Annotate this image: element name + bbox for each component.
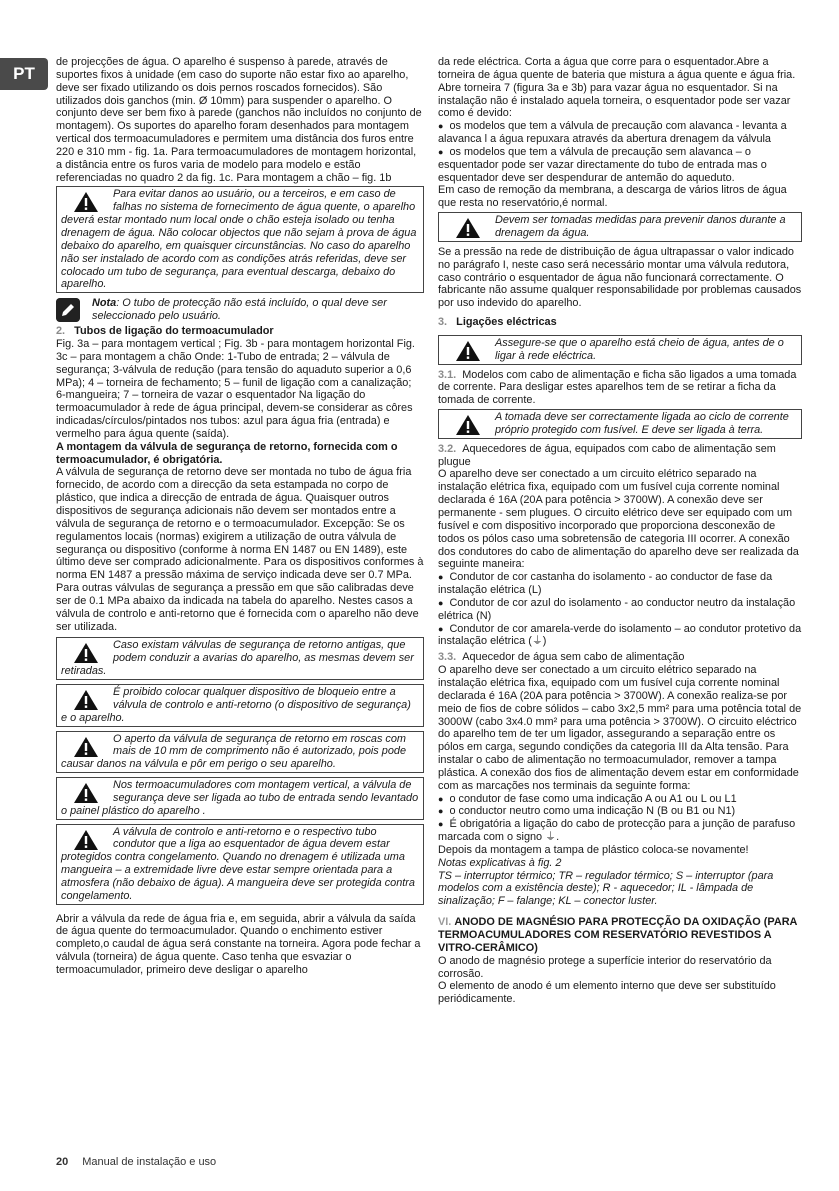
paragraph: 3.3. Aquecedor de água sem cabo de alimentação xyxy=(438,651,685,664)
bullet-item: ● o condutor de fase como uma indicação A ou A1 ou L ou L1 xyxy=(438,793,802,806)
bullet-item: ● Condutor de cor amarela-verde do isolamento – ao condutor protetivo da instalação elétrica (⏚) xyxy=(438,623,802,649)
paragraph: 3.2. Aquecedores de água, equipados com cabo de alimentação sem plugue xyxy=(438,442,776,468)
paragraph: Depois da montagem a tampa de plástico coloca-se novamente! xyxy=(438,843,749,856)
paragraph: Se a pressão na rede de distribuição de água ultrapassar o valor indicado no parágrafo I, neste caso será necessário montar uma válvula redutora, caso contrário o esquentador de água não funcionará correctamente. O fabricante não assume qualquer responsabilidade por problemas causados por uso indevido do aparelho. xyxy=(438,245,802,310)
page-number: 20 xyxy=(56,1156,69,1168)
warning-box xyxy=(56,777,424,820)
ground-icon: ⏚ xyxy=(545,831,557,844)
bullet-item: ● os modelos que tem a válvula de precaução com alavanca - levanta a alavanca l a água repuxara através da abertura drenagem da válvula xyxy=(438,120,802,146)
paragraph: A válvula de segurança de retorno deve ser montada no tubo de água fria fornecido, de acordo com a direcção da seta estampada no corpo de plástico, que indica a direcção de entrada de água. Quaisquer outros dispositivos de segurança adicionais não devem ser montados entre a válvula de segurança de retorno e o termoacumulador. Excepção: Se os regulamentos locais (normas) exigirem a utilização de outra válvula de segurança ou dispositivo (conforme à norma EN 1487 ou EN 1489), este último deve ser comprado adicionalmente. Para os dispositivos conformes à norma EN 1487 a pressão máxima de serviço indicada deve ser 0.7 MPa. Para outras válvulas de segurança a pressão em que são calibradas deve ser de 0.1 MPa abaixo da indicada na tabela do aparelho. Nestes casos a válvula de controlo e anti-retorno que é fornecida com o aparelho não deve ser utilizada. xyxy=(56,466,424,633)
warning-box xyxy=(438,212,802,242)
paragraph: O aparelho deve ser conectado a um circuito elétrico separado na instalação elétrica fixa, equipado com um fusível cuja corrente nominal declarada é 16A (20A para potência > 3700W). A conexão deve ser permanente - sem plugues. O circuito elétrico deve ser equipado com um fusível e com dispositivo incorporado que proporciona desconexão de todos os pólos caso uma sobretensão de categoria III ocorrer. A conexão dos condutores do cabo de alimentação do aparelho deve ser realizada da seguinte maneira: xyxy=(438,468,799,571)
warning-text: Devem ser tomadas medidas para prevenir danos durante a drenagem da água. xyxy=(495,214,786,239)
warning-icon xyxy=(73,642,99,664)
paragraph: de projecções de água. O aparelho é suspenso à parede, através de suportes fixos à unidade (em caso do suporte não estar fixo ao aparelho, deve ser fixado utilizando os dois pernos roscados fornecidos). São utilizados dois ganchos (min. Ø 10mm) para suspender o aparelho. O conjunto deve ser bem fixo à parede (ganchos não incluídos no conjunto de montagem). Os suportes do aparelho foram desenhados para montagem vertical dos termoacumuladores e permitem uma distância dos furos entre 220 e 310 mm - fig. 1a. Para termoacumuladores de montagem horizontal, a distância entre os furos varia de modelo para modelo e estão referenciadas no quadro 2 da fig. 1c. Para montagem a chão – fig. 1b xyxy=(56,56,422,184)
warning-box xyxy=(56,684,424,727)
warning-box xyxy=(56,637,424,680)
warning-box xyxy=(56,731,424,774)
warning-box xyxy=(56,186,424,293)
section-heading: 2. Tubos de ligação do termoacumulador xyxy=(56,325,274,338)
paragraph: O aparelho deve ser conectado a um circuito elétrico separado na instalação elétrica fixa, equipado com um fusível cuja corrente nominal declarada é 16A (20A para potência > 3700W). A conexão realiza-se por meio de fios de cobre sólidos – cabo 3x2,5 mm² para uma potência total de 3000W (cabo 3x4.0 mm² para uma potência > 3700W). O circuito eléctrico do aparelho tem de ter um ligador, assegurando a separação entre os pólos em carga, segundo condições da categoria III da Alta tensão. Para instalar o cabo de alimentação no termoacumulador, remover a tampa plástica. A conexão dos fios de alimentação devem estar em conformidade com as marcações nos terminais da seguinte forma: xyxy=(438,664,802,792)
paragraph: 3.1. Modelos com cabo de alimentação e ficha são ligados a uma tomada de corrente. Para desligar estes aparelhos tem de se retirar a ficha da tomada de corrente. xyxy=(438,368,797,407)
bullet-item: ● Condutor de cor castanha do isolamento - ao conductor de fase da instalação elétrica (L) xyxy=(438,571,802,597)
note-text: : O tubo de protecção não está incluído, o qual deve ser seleccionado pelo usuário. xyxy=(92,297,387,323)
left-column xyxy=(56,56,424,977)
ground-icon: ⏚ xyxy=(531,635,543,648)
bullet-item: ● os modelos que tem a válvula de precaução sem alavanca – o esquentador pode ser vazar directamente do tubo de entrada mas o esquentador deve ser despendurar de antemão do aqueduto. xyxy=(438,146,802,185)
warning-text: A válvula de controlo e anti-retorno e o respectivo tubo condutor que a liga ao esquentador de água devem estar protegidos contra congelamento. Quando no drenagem é utilizada uma mangueira – a extremidade livre deve estar sempre orientada para a atmosfera (não debaixo de água). A mangueira deve ser protegida contra congelamento. xyxy=(61,825,415,902)
warning-icon xyxy=(455,217,481,239)
note xyxy=(56,297,424,323)
section-heading: VI. ANODO DE MAGNÉSIO PARA PROTECÇÃO DA OXIDAÇÃO (PARA TERMOACUMULADORES COM RESERVATÓRIO REVESTIDOS A VITRO-CERÂMICO) xyxy=(438,916,798,954)
warning-box xyxy=(56,824,424,905)
note-label: Nota xyxy=(92,297,117,310)
warning-icon xyxy=(455,340,481,362)
warning-text: Nos termoacumuladores com montagem vertical, a válvula de segurança deve ser ligada ao tubo de entrada sendo levantado o painel plástico do aparelho . xyxy=(61,779,419,817)
warning-text: Caso existam válvulas de segurança de retorno antigas, que podem conduzir a avarias do aparelho, as mesmas devem ser retiradas. xyxy=(61,639,414,678)
section-heading: 3. Ligações eléctricas xyxy=(438,316,557,329)
paragraph-italic: TS – interruptor térmico; TR – regulador térmico; S – interruptor (para modelos com a existência deste); R - aquecedor; IL - lâmpada de sinalização; F – falange; KL – conector luster. xyxy=(438,869,774,908)
right-column xyxy=(438,56,802,1006)
bullet-item: ● É obrigatória a ligação do cabo de protecção para a junção de parafuso marcada com o signo ⏚. xyxy=(438,818,802,844)
bullet-item: ● Condutor de cor azul do isolamento - ao conductor neutro da instalação elétrica (N) xyxy=(438,597,802,623)
warning-text: É proibido colocar qualquer dispositivo de bloqueio entre a válvula de controlo e anti-retorno (o dispositivo de segurança) e o aparelho. xyxy=(61,685,411,724)
warning-text: Para evitar danos ao usuário, ou a terceiros, e em caso de falhas no sistema de fornecimento de água quente, o aparelho deverá estar montado num local onde o chão esteja isolado ou tenha drenagem de água. Não colocar objectos que não sejam à prova de água debaixo do aparelho, em quaisquer circunstâncias. No caso do aparelho não ser instalado de acordo com as condições atrás referidas, deve ser colocado um tubo de segurança, para eventual descarga, debaixo do aparelho. xyxy=(61,188,417,291)
warning-text: Assegure-se que o aparelho está cheio de água, antes de o ligar à rede eléctrica. xyxy=(495,336,784,362)
warning-icon xyxy=(73,829,99,851)
warning-icon xyxy=(73,782,99,804)
warning-box xyxy=(438,409,802,439)
footer xyxy=(56,1156,216,1168)
paragraph: Fig. 3a – para montagem vertical ; Fig. 3b - para montagem horizontal Fig. 3c – para montagem a chão Onde: 1-Tubo de entrada; 2 – válvula de segurança; 3-válvula de redução (para tensão do aquaduto superior a 0,6 MPa); 4 – torneira de fechamento; 5 – funil de ligação com a canalização; 6-mangueira; 7 – torneira de vazar o esquentador Na ligação do termoacumulador à rede de água principal, devem-se considerar as côres indicadas/círculos/pintados nos tubos: azul para água fria (entrada) e vermelho para água quente (saída). xyxy=(56,338,415,440)
paragraph: Abrir a válvula da rede de água fria e, em seguida, abrir a válvula da saída de água quente do termoacumulador. Quando o enchimento estiver completo,o caudal de água será constante na torneira. Agora pode fechar a válvula (torneira) de água quente. Caso tenha que esvaziar o termoacumulador, primeiro deve desligar o aparelho xyxy=(56,912,421,976)
paragraph-bold: A montagem da válvula de segurança de retorno, fornecida com o termoacumulador, é obrigatória. xyxy=(56,440,398,466)
pencil-icon xyxy=(56,298,80,322)
footer-title: Manual de instalação e uso xyxy=(82,1156,217,1168)
warning-text: O aperto da válvula de segurança de retorno em roscas com mais de 10 mm de comprimento não é autorizado, pois pode causar danos na válvula e pôr em perigo o seu aparelho. xyxy=(61,732,406,771)
warning-icon xyxy=(73,736,99,758)
warning-text: A tomada deve ser correctamente ligada ao ciclo de corrente próprio protegido com fusível. E deve ser ligada à terra. xyxy=(495,411,789,436)
paragraph: O elemento de anodo é um elemento interno que deve ser substituído periódicamente. xyxy=(438,980,776,1006)
paragraph: Em caso de remoção da membrana, a descarga de vários litros de água que resta no reservatório,é normal. xyxy=(438,184,787,210)
bullet-item: ● o conductor neutro como uma indicação N (B ou B1 ou N1) xyxy=(438,805,802,818)
language-tab: PT xyxy=(0,58,48,90)
paragraph-italic: Notas explicativas à fig. 2 xyxy=(438,856,562,869)
warning-icon xyxy=(455,414,481,436)
paragraph: O anodo de magnésio protege a superfície interior do reservatório da corrosão. xyxy=(438,954,772,980)
warning-icon xyxy=(73,689,99,711)
warning-box xyxy=(438,335,802,365)
warning-icon xyxy=(73,191,99,213)
paragraph: da rede eléctrica. Corta a água que corre para o esquentador.Abre a torneira de água quente de bateria que mistura a água quente e água fria. Abre torneira 7 (figura 3a e 3b) para vazar água no esquentador. Si na instalação não é instalado aquela torneira, o esquentador pode ser vazar como é devido: xyxy=(438,56,796,120)
